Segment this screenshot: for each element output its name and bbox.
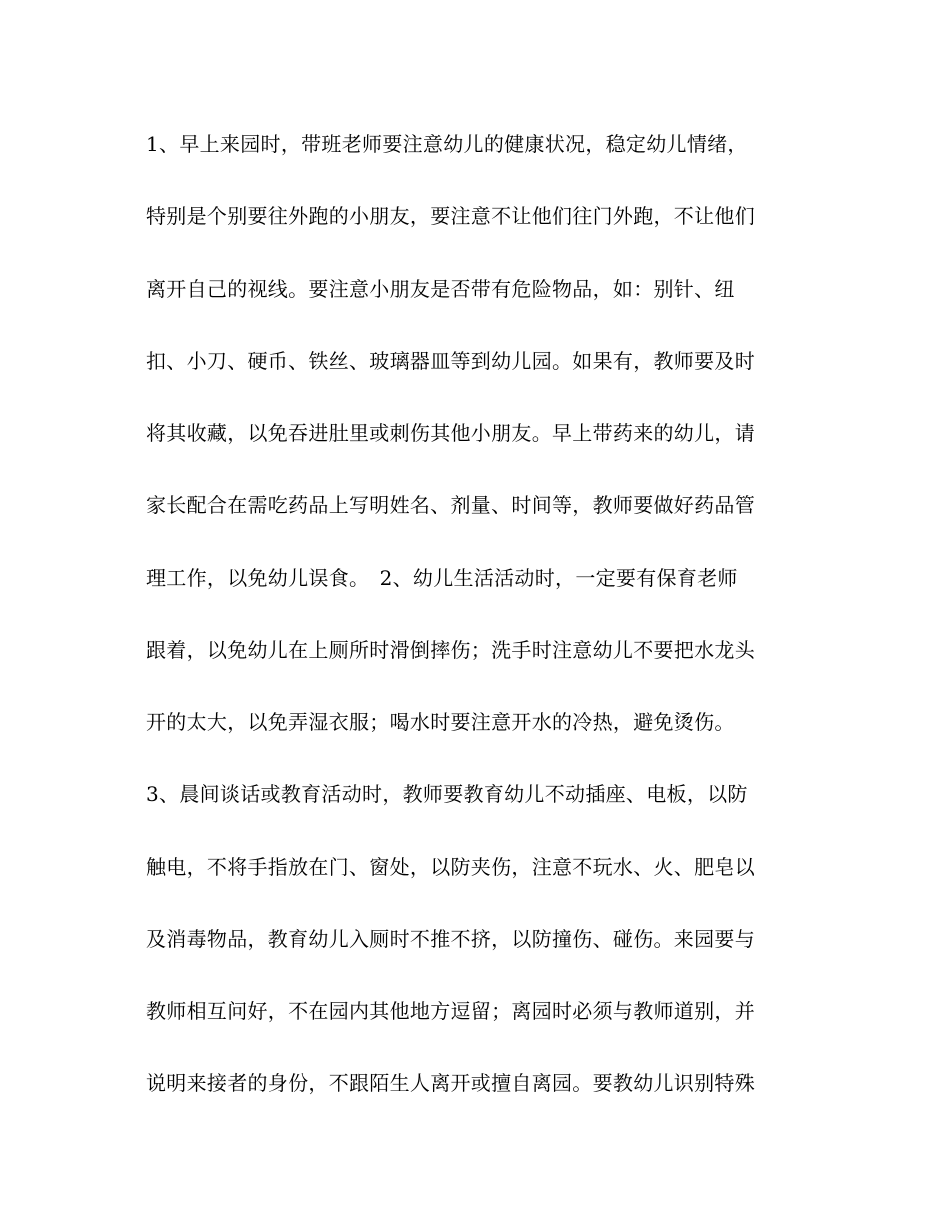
text-line-5: 将其收藏，以免吞进肚里或刺伤其他小朋友。早上带药来的幼儿，请 xyxy=(146,421,755,445)
text-line-8: 跟着，以免幼儿在上厕所时滑倒摔伤；洗手时注意幼儿不要把水龙头 xyxy=(146,638,755,662)
text-line-3: 离开自己的视线。要注意小朋友是否带有危险物品，如：别针、纽 xyxy=(146,277,735,301)
text-line-11: 触电，不将手指放在门、窗处，以防夹伤，注意不玩水、火、肥皂以 xyxy=(146,855,755,879)
text-line-14: 说明来接者的身份，不跟陌生人离开或擅自离园。要教幼儿识别特殊 xyxy=(146,1071,755,1095)
text-line-13: 教师相互问好，不在园内其他地方逗留；离园时必须与教师道别，并 xyxy=(146,999,755,1023)
text-line-2: 特别是个别要往外跑的小朋友，要注意不让他们往门外跑，不让他们 xyxy=(146,204,755,228)
text-line-1: 1、早上来园时，带班老师要注意幼儿的健康状况，稳定幼儿情绪， xyxy=(146,132,748,156)
text-line-10: 3、晨间谈话或教育活动时，教师要教育幼儿不动插座、电板，以防 xyxy=(146,782,748,806)
text-line-12: 及消毒物品，教育幼儿入厕时不推不挤，以防撞伤、碰伤。来园要与 xyxy=(146,927,755,951)
text-line-4: 扣、小刀、硬币、铁丝、玻璃器皿等到幼儿园。如果有，教师要及时 xyxy=(146,349,755,373)
text-line-9: 开的太大，以免弄湿衣服；喝水时要注意开水的冷热，避免烫伤。 xyxy=(146,710,735,734)
text-line-7: 理工作，以免幼儿误食。 2、幼儿生活活动时，一定要有保育老师 xyxy=(146,566,738,590)
text-line-6: 家长配合在需吃药品上写明姓名、剂量、时间等，教师要做好药品管 xyxy=(146,493,755,517)
